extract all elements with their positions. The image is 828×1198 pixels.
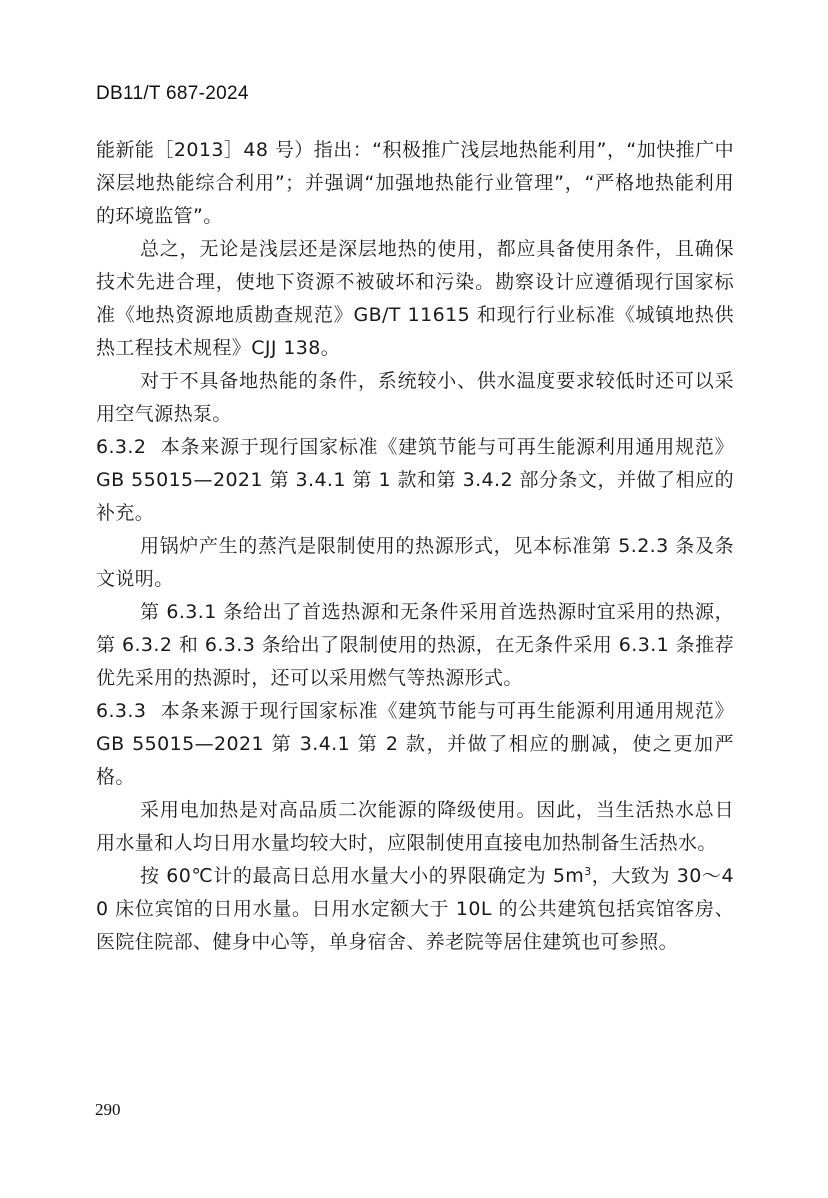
paragraph <box>96 365 734 431</box>
paragraph-text: 对于不具备地热能的条件，系统较小、供水温度要求较低时还可以采用空气源热泵。 <box>96 370 734 425</box>
paragraph <box>96 233 734 365</box>
standard-code-header: DB11/T 687-2024 <box>96 83 249 104</box>
paragraph-text: 总之，无论是浅层还是深层地热的使用，都应具备使用条件，且确保技术先进合理，使地下资源不被破坏和污染。勘察设计应遵循现行国家标准《地热资源地质勘查规范》GB/T 11615 和现行行业标准《城镇地热供热工程技术规程》CJJ 138。 <box>96 238 734 359</box>
clause-number: 6.3.2 <box>96 436 147 458</box>
paragraph-text: 用锅炉产生的蒸汽是限制使用的热源形式，见本标准第 5.2.3 条及条文说明。 <box>96 535 734 590</box>
clause-number: 6.3.3 <box>96 700 147 722</box>
paragraph-text: 采用电加热是对高品质二次能源的降级使用。因此，当生活热水总日用水量和人均日用水量均较大时，应限制使用直接电加热制备生活热水。 <box>96 799 734 854</box>
paragraph <box>96 794 734 860</box>
page-number: 290 <box>95 1100 121 1119</box>
paragraph-text: 第 6.3.1 条给出了首选热源和无条件采用首选热源时宜采用的热源，第 6.3.2 和 6.3.3 条给出了限制使用的热源，在无条件采用 6.3.1 条推荐优先采用的热源时，还可以采用燃气等热源形式。 <box>96 601 734 689</box>
document-body <box>96 134 734 959</box>
superscript: 3 <box>584 865 592 878</box>
clause-text: 本条来源于现行国家标准《建筑节能与可再生能源利用通用规范》GB 55015—2021 第 3.4.1 第 2 款，并做了相应的删减，使之更加严格。 <box>96 700 734 788</box>
paragraph-continuation <box>96 134 734 233</box>
paragraph <box>96 596 734 695</box>
paragraph <box>96 860 734 959</box>
clause-paragraph <box>96 695 734 794</box>
clause-text: 本条来源于现行国家标准《建筑节能与可再生能源利用通用规范》GB 55015—2021 第 3.4.1 第 1 款和第 3.4.2 部分条文，并做了相应的补充。 <box>96 436 734 524</box>
paragraph <box>96 530 734 596</box>
paragraph-text: 能新能［2013］48 号）指出：“积极推广浅层地热能利用”，“加快推广中深层地热能综合利用”；并强调“加强地热能行业管理”，“严格地热能利用的环境监管”。 <box>96 139 734 227</box>
paragraph-text-after: ，大致为 30～40 床位宾馆的日用水量。日用水定额大于 10L 的公共建筑包括宾馆客房、医院住院部、健身中心等，单身宿舍、养老院等居住建筑也可参照。 <box>96 865 734 953</box>
paragraph-text-before: 按 60℃计的最高日总用水量大小的界限确定为 5m <box>140 865 585 887</box>
clause-paragraph <box>96 431 734 530</box>
